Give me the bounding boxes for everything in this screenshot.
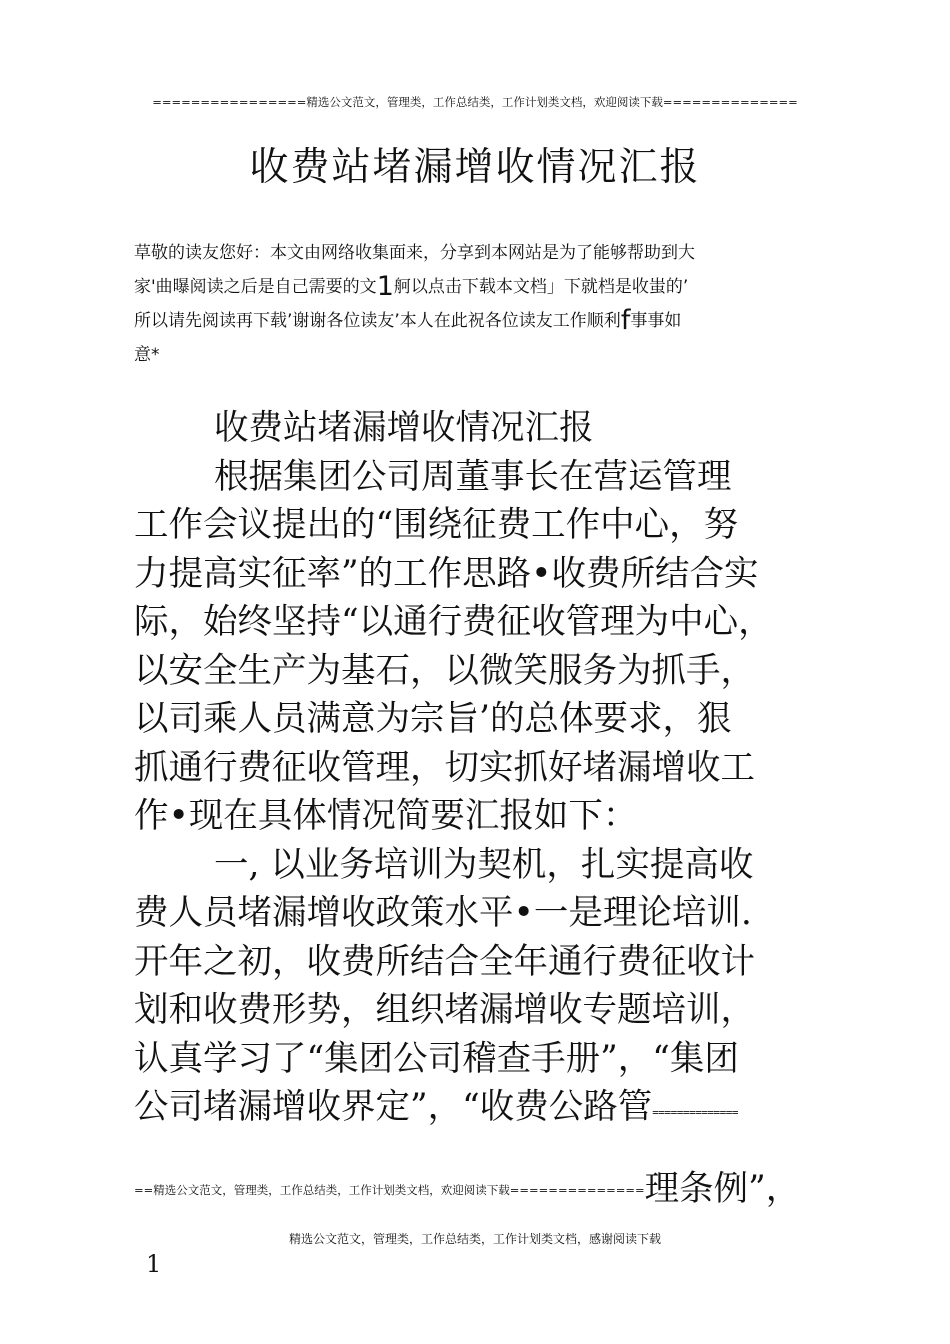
paragraph-continuation: 理条例”，: [644, 1169, 801, 1209]
paragraph-line: 抓通行费征收管理，切实抓好堵漏增收工: [134, 747, 755, 788]
notice-line-4: 意*: [134, 345, 160, 365]
body-subtitle: 收费站堵漏增收情况汇报: [214, 408, 594, 448]
notice-large-glyph: f: [620, 305, 631, 336]
header-banner: ================精选公文范文，管理类，工作总结类，工作计划类文档，欢迎阅读下载==============: [152, 95, 798, 109]
paragraph-line: 力提高实征率”的工作思路•收费所结合实: [134, 553, 759, 594]
notice-line-2: [134, 270, 834, 304]
paragraph-line: 作•现在具体情况简要汇报如下：: [134, 796, 638, 836]
paragraph-line: 费人员堵漏增收政策水平•一是理论培训.: [134, 893, 752, 933]
body-text: [134, 404, 834, 1132]
inline-separator: ==============: [652, 1106, 738, 1119]
paragraph-line: 认真学习了“集团公司稽查手册”，“集团: [134, 1038, 739, 1079]
notice-large-glyph: 1: [376, 271, 394, 302]
notice-line-1: 草敬的读友您好：本文由网络收集面来，分享到本网站是为了能够帮助到大: [134, 243, 695, 263]
paragraph-line: 工作会议提出的“围绕征费工作中心，努: [134, 505, 739, 545]
notice-line-3: [134, 304, 834, 338]
paragraph-line: 划和收费形势，组织堵漏增收专题培训，: [134, 990, 755, 1030]
reader-notice: [134, 236, 834, 372]
notice-text: 事事如: [630, 311, 682, 331]
notice-text: 所以请先阅读再下载’谢谢各位读友’本人在此祝各位读友工作顺利: [134, 311, 621, 331]
page-number: 1: [146, 1250, 162, 1278]
paragraph-line: 以安全生产为基石，以微笑服务为抓手，: [134, 650, 755, 691]
paragraph-line: 开年之初，收费所结合全年通行费征收计: [134, 941, 755, 982]
mid-banner-text: ==精选公文范文，管理类，工作总结类，工作计划类文档，欢迎阅读下载==============: [134, 1183, 645, 1197]
paragraph-line: 一, 以业务培训为契机，扎实提高收: [214, 844, 754, 885]
paragraph-text: 公司堵漏增收界定”，“收费公路管: [134, 1087, 653, 1127]
paragraph-line: 际，始终坚持“以通行费征收管理为中心，: [134, 602, 773, 642]
paragraph-line: 根据集团公司周董事长在营运管理: [214, 456, 732, 497]
document-title: 收费站堵漏增收情况汇报: [249, 145, 701, 190]
footer-text: 精选公文范文，管理类，工作总结类，工作计划类文档，感谢阅读下载: [288, 1232, 661, 1246]
paragraph-line: [134, 1083, 834, 1132]
notice-text: 家'曲曝阅读之后是自己需要的文: [134, 277, 377, 297]
paragraph-line: 以司乘人员满意为宗旨’的总体要求，狠: [134, 699, 732, 739]
notice-text: 舸以点击下载本文档」下就档是收蚩的’: [393, 277, 689, 297]
mid-banner: [134, 1160, 854, 1209]
